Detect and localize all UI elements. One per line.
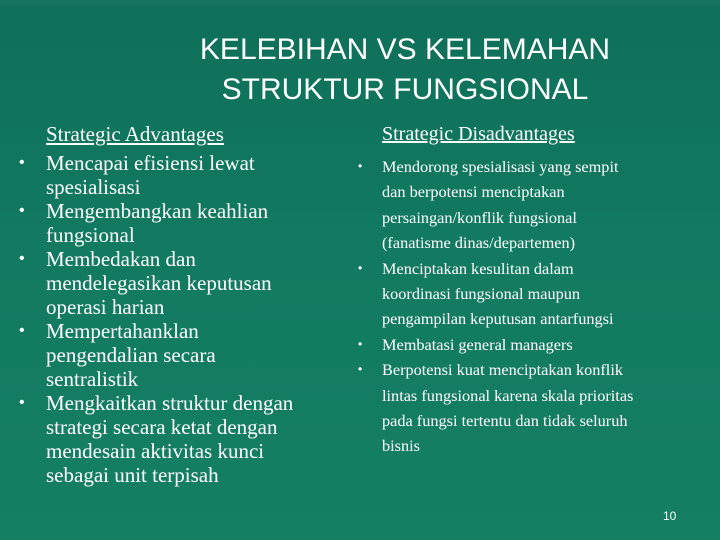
item-line: pada fungsi tertentu dan tidak seluruh: [382, 411, 628, 431]
item-line: Mempertahanklan: [46, 319, 199, 343]
page-number: 10: [663, 509, 677, 523]
item-line: mendelegasikan keputusan: [46, 271, 272, 295]
list-item: [19, 199, 346, 247]
bullet-icon: •: [19, 322, 25, 339]
item-line: operasi harian: [46, 295, 165, 319]
disadvantages-heading: Strategic Disadvantages: [382, 123, 575, 145]
item-line: koordinasi fungsional maupun: [382, 284, 581, 304]
item-line: fungsional: [46, 223, 135, 247]
bullet-icon: •: [19, 202, 25, 219]
item-line: Berpotensi kuat menciptakan konflik: [382, 360, 623, 380]
list-item: [19, 391, 346, 487]
item-line: Membatasi general managers: [382, 334, 573, 354]
item-line: (fanatisme dinas/departemen): [382, 233, 576, 253]
bullet-icon: •: [358, 260, 363, 275]
bullet-icon: •: [358, 336, 363, 351]
advantages-heading: Strategic Advantages: [46, 122, 224, 146]
item-line: pengendalian secara: [46, 343, 216, 367]
bullet-icon: •: [358, 159, 363, 173]
item-line: Mengembangkan keahlian: [46, 199, 269, 223]
slide-top-band: [0, 0, 720, 6]
list-item: [358, 256, 712, 332]
bullet-icon: •: [358, 362, 363, 377]
title-line-1: KELEBIHAN VS KELEMAHAN: [199, 33, 611, 66]
item-line: Menciptakan kesulitan dalam: [382, 258, 574, 278]
item-line: mendesain aktivitas kunci: [46, 439, 265, 463]
advantages-list: [19, 151, 346, 487]
item-line: spesialisasi: [46, 175, 141, 199]
item-line: lintas fungsional karena skala prioritas: [382, 385, 634, 405]
item-line: Mengkaitkan struktur dengan: [46, 391, 294, 415]
item-line: Membedakan dan: [46, 247, 196, 271]
list-item: [358, 357, 712, 459]
item-line: sentralistik: [46, 367, 139, 391]
list-item: [358, 154, 712, 256]
list-item: [19, 247, 346, 319]
list-item: [19, 319, 346, 391]
list-item: [19, 151, 346, 199]
item-line: Mencapai efisiensi lewat: [46, 151, 255, 175]
item-line: strategi secara ketat dengan: [46, 415, 278, 439]
item-line: sebagai unit terpisah: [46, 463, 219, 487]
disadvantages-list: [358, 154, 712, 459]
item-line: Mendorong spesialisasi yang sempit: [382, 157, 619, 176]
bullet-icon: •: [19, 394, 25, 411]
bullet-icon: •: [19, 250, 25, 267]
list-item: [358, 332, 712, 357]
item-line: dan berpotensi menciptakan: [382, 182, 565, 202]
item-line: pengampilan keputusan antarfungsi: [382, 309, 614, 329]
item-line: bisnis: [382, 436, 421, 456]
slide-title: [110, 30, 700, 110]
bullet-icon: •: [19, 154, 25, 171]
title-line-2: STRUKTUR FUNGSIONAL: [221, 73, 589, 106]
item-line: persaingan/konflik fungsional: [382, 207, 577, 227]
